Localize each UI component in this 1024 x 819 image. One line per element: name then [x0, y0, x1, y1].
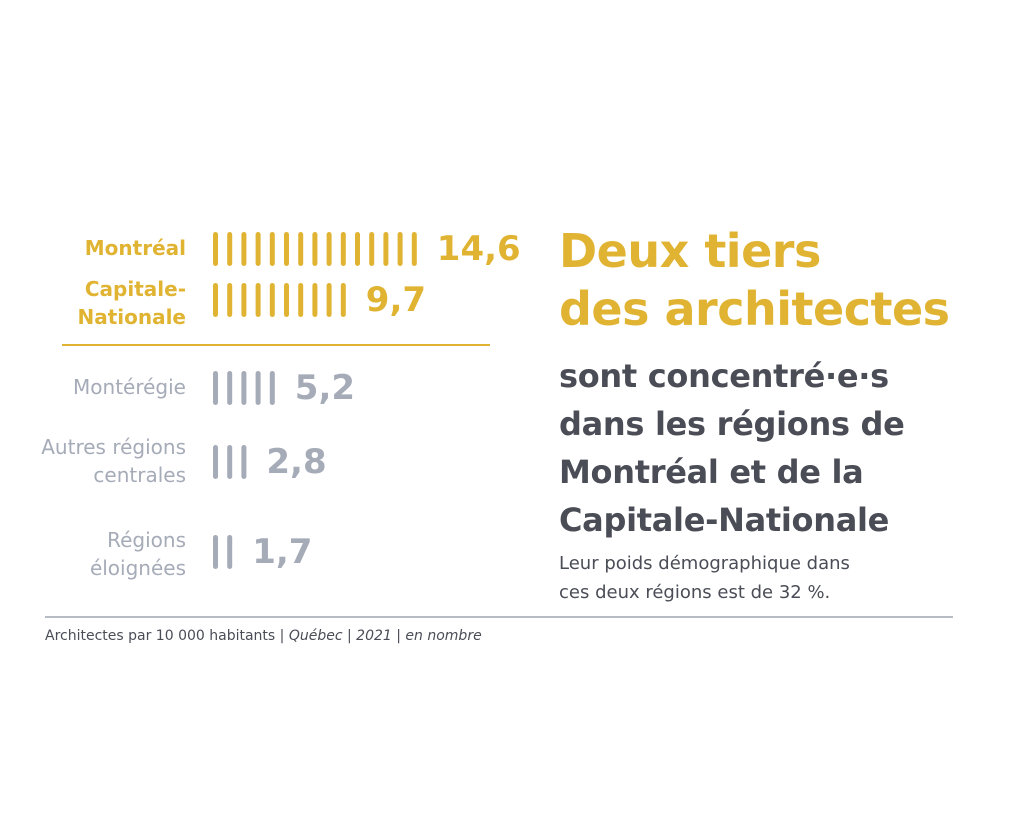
tally-mark: [227, 232, 232, 266]
value-label: 1,7: [252, 532, 313, 572]
tally-mark: [213, 232, 218, 266]
tally-mark: [227, 283, 232, 317]
category-label: [90, 526, 186, 582]
tally-mark: [298, 232, 303, 266]
tally-mark: [227, 535, 232, 569]
note-line-2: ces deux régions est de 32 %.: [559, 582, 831, 603]
tally-mark: [398, 232, 403, 266]
tally-mark: [284, 283, 289, 317]
tally-mark: [383, 232, 388, 266]
category-label: [73, 373, 186, 401]
tally-mark: [241, 371, 246, 405]
subhead-line-3: Montréal et de la: [559, 453, 864, 491]
tally-mark: [369, 232, 374, 266]
subhead-line-1: sont concentré·e·s: [559, 357, 889, 395]
headline: [559, 222, 1019, 338]
tally-mark: [312, 232, 317, 266]
tally-mark: [241, 445, 246, 479]
category-label: [41, 433, 186, 489]
caption-separator-3: |: [391, 628, 406, 644]
tally-mark: [256, 232, 261, 266]
category-label: [77, 275, 186, 331]
caption-place: Québec: [288, 628, 343, 644]
category-label-line: Nationale: [77, 305, 186, 329]
caption-separator-1: |: [275, 628, 289, 644]
category-label-line: Capitale-: [84, 277, 186, 301]
tally-mark: [213, 371, 218, 405]
tally-mark: [412, 232, 417, 266]
category-label-line: centrales: [93, 463, 186, 487]
subhead-line-4: Capitale-Nationale: [559, 501, 890, 539]
tally-mark: [270, 371, 275, 405]
tally-mark: [213, 283, 218, 317]
value-label: 5,2: [294, 368, 356, 408]
tally-mark: [256, 283, 261, 317]
category-label-line: Régions: [107, 528, 186, 552]
demographic-note: [559, 549, 979, 607]
tally-mark: [256, 371, 261, 405]
tally-mark: [298, 283, 303, 317]
category-label: [85, 234, 186, 262]
category-label-line: Autres régions: [41, 435, 186, 459]
tally-mark: [327, 283, 332, 317]
caption-year: 2021: [356, 628, 392, 644]
value-label: 2,8: [266, 442, 327, 482]
tally-mark: [284, 232, 289, 266]
headline-line-1: Deux tiers: [559, 224, 821, 278]
value-label: 9,7: [365, 280, 427, 320]
value-label: 14,6: [436, 229, 521, 269]
source-caption: [45, 628, 482, 644]
gold-divider: [62, 344, 490, 346]
tally-mark: [355, 232, 360, 266]
caption-unit: en nombre: [405, 628, 482, 644]
tally-mark: [213, 445, 218, 479]
category-label-line: éloignées: [89, 556, 186, 580]
tally-mark: [270, 283, 275, 317]
grey-divider: [45, 616, 953, 618]
tally-mark: [341, 283, 346, 317]
tally-mark: [327, 232, 332, 266]
tally-mark: [241, 232, 246, 266]
tally-mark: [213, 535, 218, 569]
subhead-line-2: dans les régions de: [559, 405, 905, 443]
tally-mark: [227, 371, 232, 405]
caption-separator-2: |: [342, 628, 357, 644]
tally-mark: [270, 232, 275, 266]
subheadline: [559, 352, 1014, 544]
caption-measure: Architectes par 10 000 habitants: [45, 628, 276, 644]
tally-mark: [227, 445, 232, 479]
note-line-1: Leur poids démographique dans: [559, 553, 850, 574]
tally-mark: [341, 232, 346, 266]
category-label-line: Montréal: [84, 236, 186, 260]
tally-mark: [312, 283, 317, 317]
tally-mark: [241, 283, 246, 317]
category-label-line: Montérégie: [73, 375, 186, 399]
headline-line-2: des architectes: [559, 282, 950, 336]
